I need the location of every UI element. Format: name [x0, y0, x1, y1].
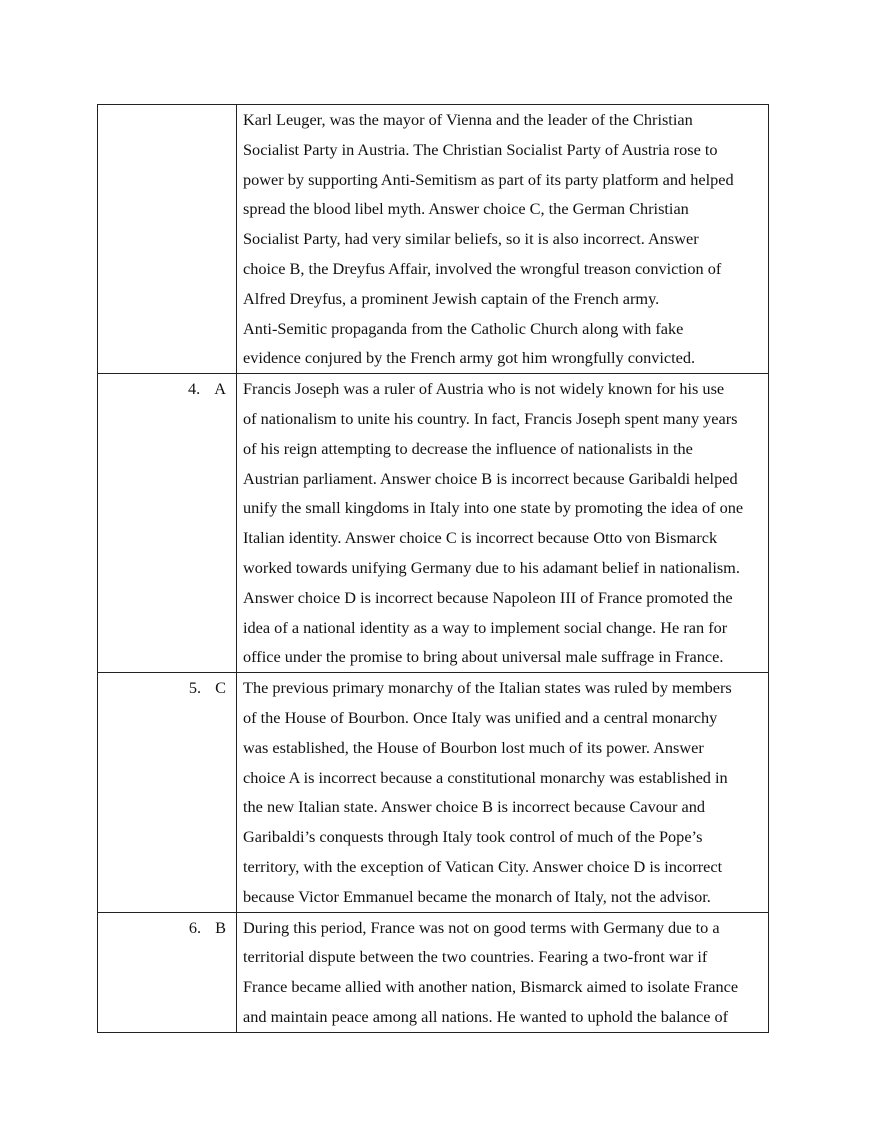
explanation-line: Alfred Dreyfus, a prominent Jewish captain of the French army. — [243, 288, 660, 308]
question-answer — [98, 374, 226, 404]
explanation-line: and maintain peace among all nations. He wanted to uphold the balance of — [243, 1006, 729, 1026]
explanation-line: of his reign attempting to decrease the influence of nationalists in the — [243, 438, 693, 458]
table-row — [98, 374, 769, 673]
table-row — [98, 673, 769, 912]
explanation-line: territorial dispute between the two countries. Fearing a two-front war if — [243, 947, 708, 967]
question-number: 5. — [188, 678, 202, 698]
explanation-line: the new Italian state. Answer choice B is incorrect because Cavour and — [243, 797, 706, 817]
explanation-line: worked towards unifying Germany due to his adamant belief in nationalism. — [243, 557, 740, 577]
explanation-line: spread the blood libel myth. Answer choice C, the German Christian — [243, 199, 689, 219]
explanation-cell — [237, 912, 769, 1032]
explanation-line: territory, with the exception of Vatican City. Answer choice D is incorrect — [243, 856, 723, 876]
explanation-line: Karl Leuger, was the mayor of Vienna and the leader of the Christian — [243, 110, 693, 129]
explanation-line: of the House of Bourbon. Once Italy was unified and a central monarchy — [243, 707, 718, 727]
explanation-line: The previous primary monarchy of the Italian states was ruled by members — [243, 678, 732, 698]
explanation-line: because Victor Emmanuel became the monarch of Italy, not the advisor. — [243, 886, 711, 906]
explanation-line: Anti-Semitic propaganda from the Catholic Church along with fake — [243, 318, 684, 338]
table-row — [98, 912, 769, 1032]
explanation-line: office under the promise to bring about universal male suffrage in France. — [243, 647, 724, 667]
answer-letter: C — [215, 678, 226, 698]
table-row — [98, 105, 769, 374]
explanation-cell — [237, 105, 769, 374]
explanation-line: During this period, France was not on good terms with Germany due to a — [243, 917, 720, 937]
question-answer-cell — [98, 105, 237, 374]
explanation-line: Italian identity. Answer choice C is incorrect because Otto von Bismarck — [243, 528, 718, 548]
explanation-line: idea of a national identity as a way to implement social change. He ran for — [243, 617, 728, 637]
question-answer-cell — [98, 673, 237, 912]
answer-explanations-table — [97, 104, 769, 1033]
question-answer — [98, 673, 226, 703]
explanation-line: Garibaldi’s conquests through Italy took control of much of the Pope’s — [243, 827, 703, 847]
question-answer-cell — [98, 374, 237, 673]
explanation-line: of nationalism to unite his country. In fact, Francis Joseph spent many years — [243, 408, 738, 428]
explanation-line: Francis Joseph was a ruler of Austria who is not widely known for his use — [243, 379, 725, 399]
answer-letter: A — [214, 379, 226, 399]
explanation-line: France became allied with another nation, Bismarck aimed to isolate France — [243, 977, 739, 997]
explanation-line: Socialist Party in Austria. The Christian Socialist Party of Austria rose to — [243, 139, 718, 159]
explanation-line: power by supporting Anti-Semitism as part of its party platform and helped — [243, 169, 734, 189]
answer-letter: B — [215, 917, 226, 937]
explanation-line: was established, the House of Bourbon lost much of its power. Answer — [243, 737, 704, 757]
explanation-line: choice A is incorrect because a constitutional monarchy was established in — [243, 767, 728, 787]
explanation-cell — [237, 374, 769, 673]
question-number: 4. — [188, 379, 201, 399]
explanation-line: Socialist Party, had very similar beliefs, so it is also incorrect. Answer — [243, 229, 699, 249]
explanation-line: choice B, the Dreyfus Affair, involved the wrongful treason conviction of — [243, 258, 722, 278]
explanation-line: Answer choice D is incorrect because Napoleon III of France promoted the — [243, 587, 733, 607]
explanation-cell — [237, 673, 769, 912]
question-answer — [98, 913, 226, 943]
question-number: 6. — [188, 917, 202, 937]
explanation-line: Austrian parliament. Answer choice B is incorrect because Garibaldi helped — [243, 468, 738, 488]
question-answer — [98, 105, 226, 135]
explanation-line: evidence conjured by the French army got him wrongfully convicted. — [243, 348, 696, 368]
explanation-line: unify the small kingdoms in Italy into one state by promoting the idea of one — [243, 498, 744, 518]
question-answer-cell — [98, 912, 237, 1032]
